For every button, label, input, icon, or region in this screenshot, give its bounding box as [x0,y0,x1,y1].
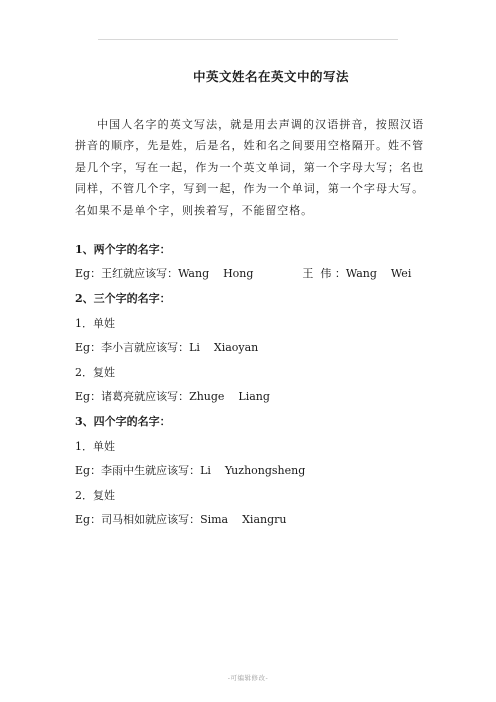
subheading-single-surname: 1．单姓 [75,440,115,453]
document-title: 中英文姓名在英文中的写法 [192,69,349,84]
section-heading-three-char: 2、三个字的名字： [75,292,171,305]
footer-note: -可编辑修改- [227,674,269,682]
header-rule [98,39,398,40]
example-line: Eg：李雨中生就应该写：Li Yuzhongsheng [75,464,306,477]
intro-paragraph: 中国人名字的英文写法，就是用去声调的汉语拼音，按照汉语拼音的顺序，先是姓，后是名，姓和名之间要用空格隔开。姓不管是几个字，写在一起，作为一个英文单词，第一个字母大写；名也同样，不管几个字，写到一起，作为一个单词，第一个字母大写。名如果不是单个字，则挨着写，不能留空格。 [75,118,424,217]
subheading-single-surname: 1．单姓 [75,317,115,330]
subheading-compound-surname: 2．复姓 [75,489,115,502]
section-heading-two-char: 1、两个字的名字： [75,243,171,256]
example-line: Eg：王红就应该写：Wang Hong 王 伟 ：Wang Wei [75,267,412,280]
example-line: Eg：李小言就应该写：Li Xiaoyan [75,341,259,354]
subheading-compound-surname: 2．复姓 [75,366,115,379]
section-heading-four-char: 3、四个字的名字： [75,415,171,428]
example-line: Eg：诸葛亮就应该写：Zhuge Liang [75,390,270,403]
example-line: Eg：司马相如就应该写：Sima Xiangru [75,513,287,526]
